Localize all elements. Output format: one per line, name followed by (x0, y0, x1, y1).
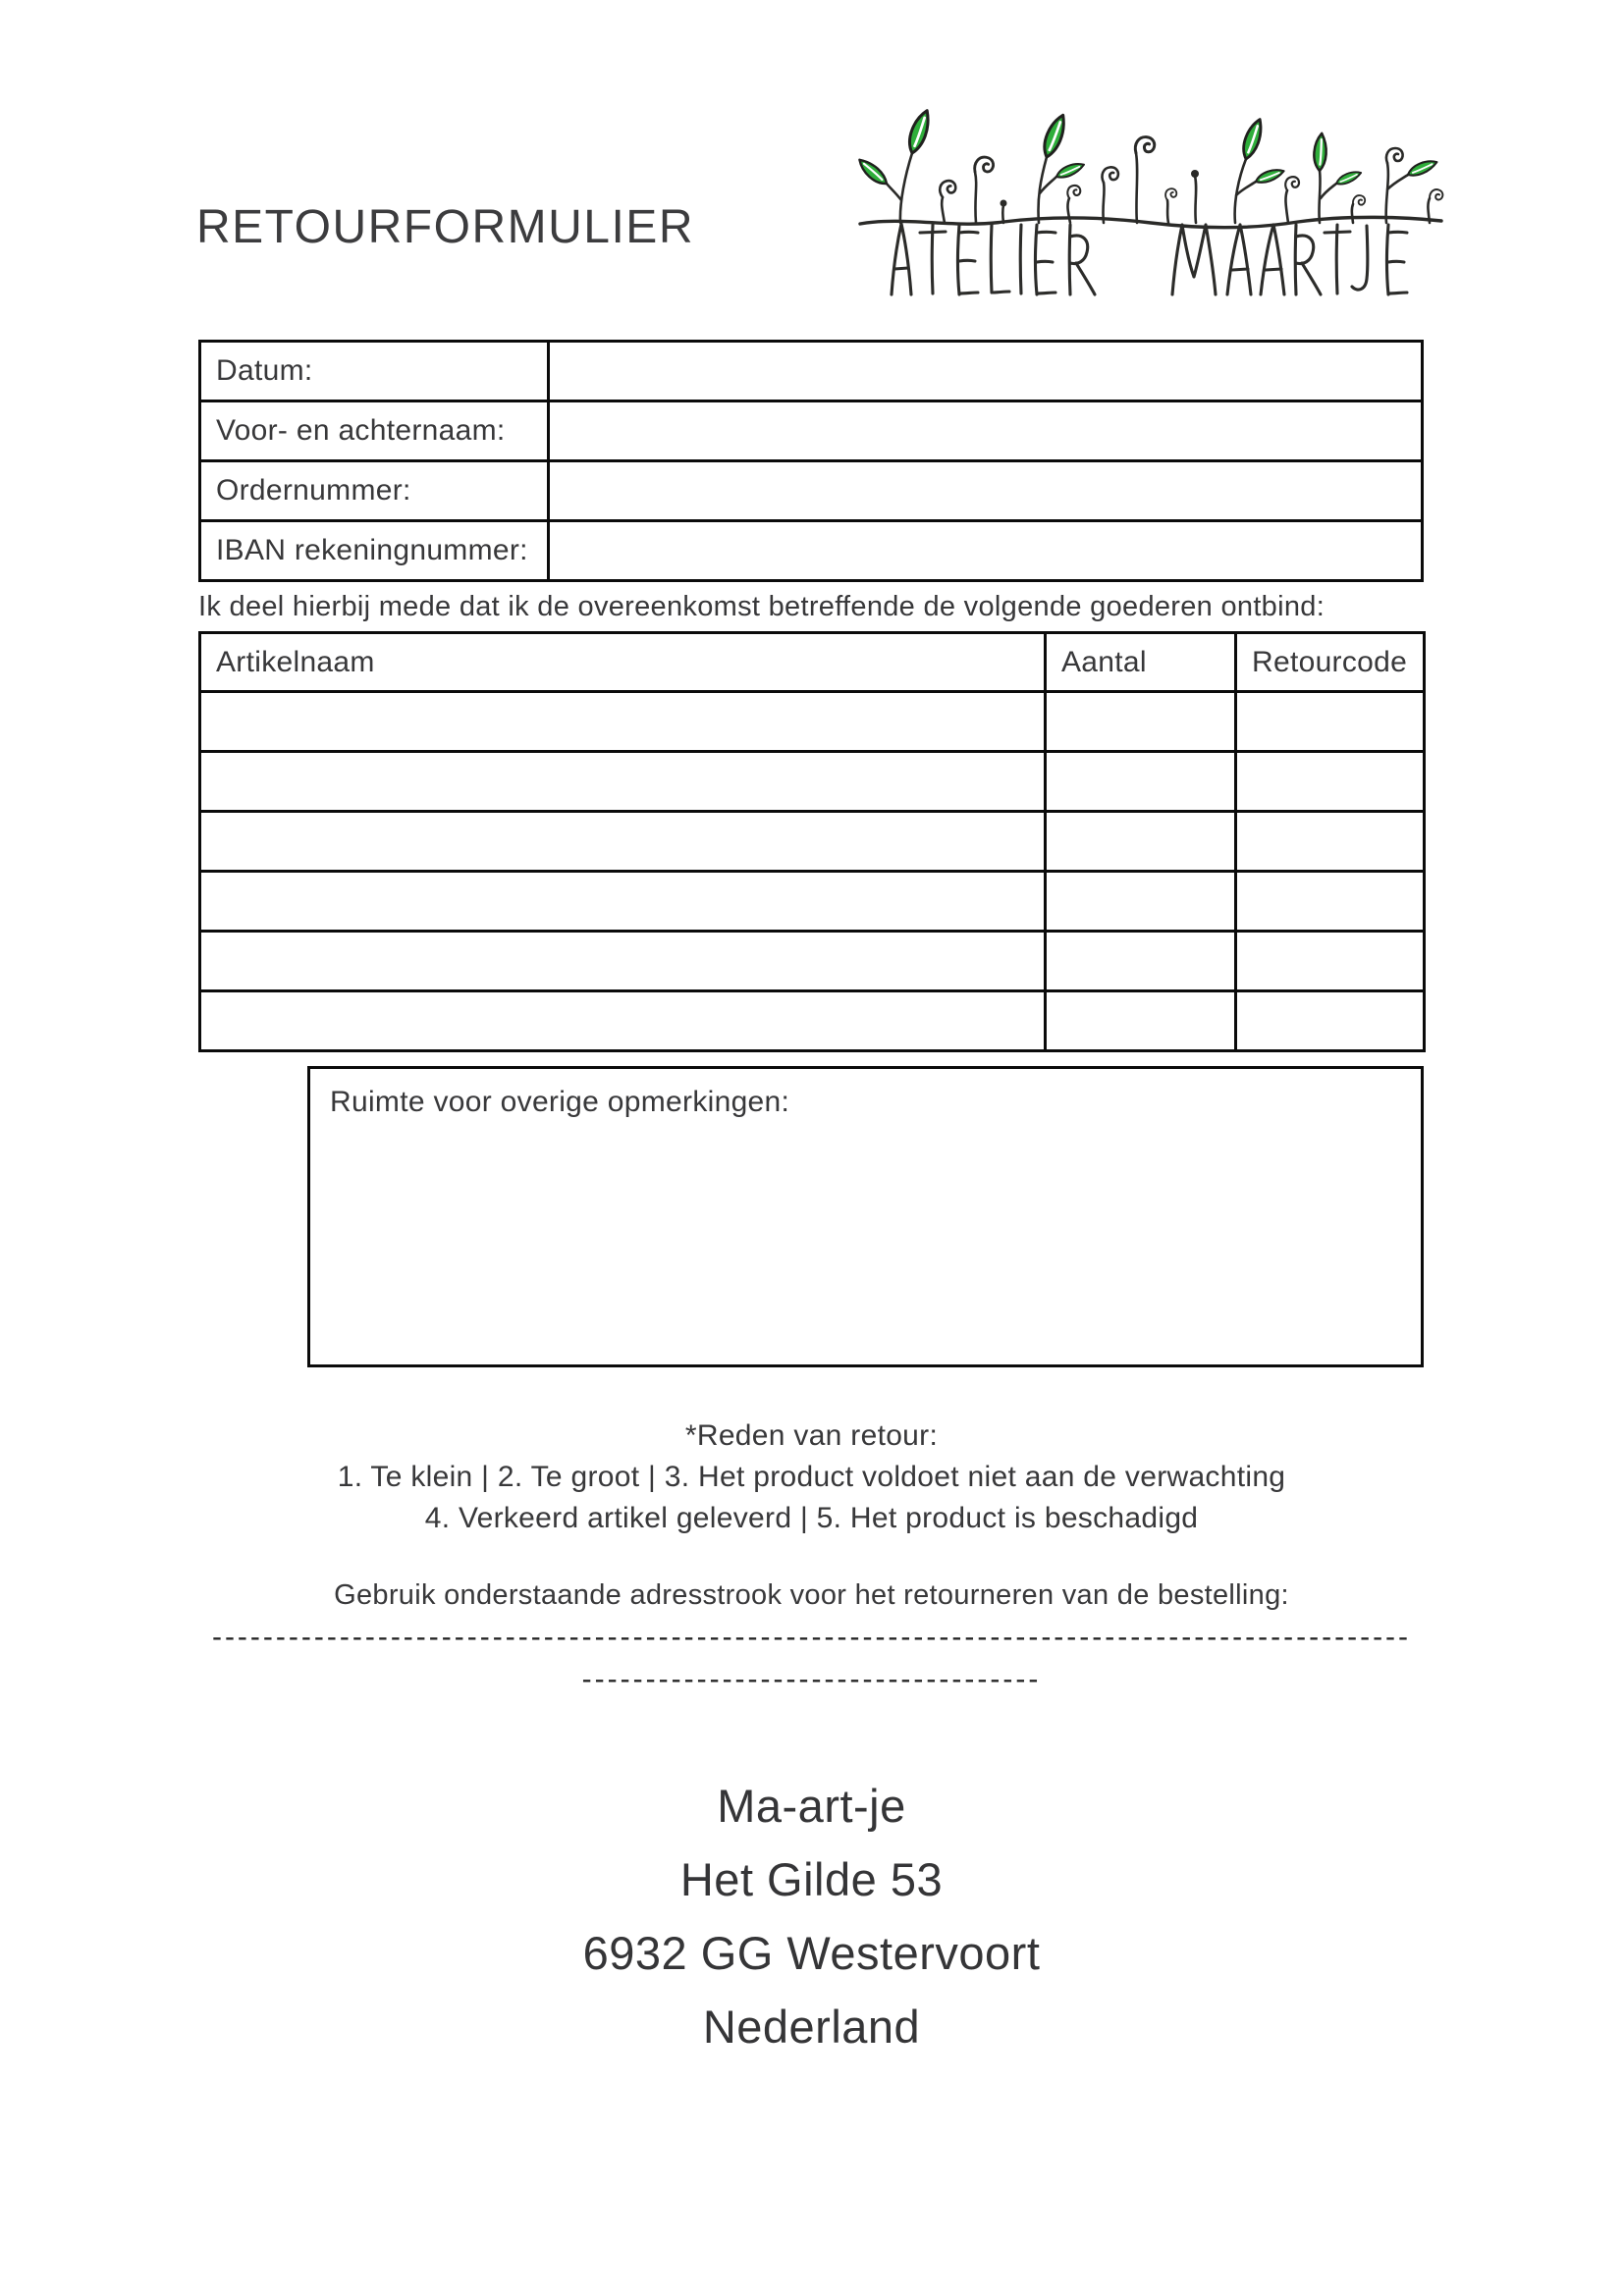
items-cell-blank (1236, 872, 1425, 932)
logo-word-atelier (892, 224, 1095, 294)
items-cell-blank (200, 932, 1046, 991)
address-postal-city: 6932 GG Westervoort (582, 1927, 1041, 1979)
items-cell-blank (200, 991, 1046, 1051)
atelier-maartje-logo (856, 94, 1445, 300)
bud-dot (1001, 200, 1007, 207)
field-label: Ordernummer: (200, 461, 549, 521)
items-table-head (200, 633, 1425, 692)
field-value-blank (549, 461, 1423, 521)
details-row (200, 401, 1423, 461)
page-title: RETOURFORMULIER (196, 201, 694, 253)
items-column-header: Aantal (1046, 633, 1236, 692)
items-empty-row (200, 812, 1425, 872)
items-cell-blank (1046, 932, 1236, 991)
items-empty-row (200, 932, 1425, 991)
details-table (198, 340, 1424, 582)
items-table (198, 631, 1426, 1052)
bud-dot (1191, 170, 1199, 178)
field-label: Datum: (200, 342, 549, 401)
items-cell-blank (1046, 812, 1236, 872)
return-reasons-title: *Reden van retour: (684, 1419, 939, 1452)
items-cell-blank (1236, 692, 1425, 752)
field-value-blank (549, 401, 1423, 461)
return-reasons-line2: 4. Verkeerd artikel geleverd | 5. Het product is beschadigd (424, 1502, 1199, 1534)
logo-word-maartje (1172, 225, 1407, 294)
items-empty-row (200, 991, 1425, 1051)
items-cell-blank (200, 752, 1046, 812)
items-empty-row (200, 752, 1425, 812)
address-strip-instruction: Gebruik onderstaande adresstrook voor het retourneren van de bestelling: (334, 1579, 1289, 1611)
items-cell-blank (1046, 872, 1236, 932)
items-cell-blank (1046, 752, 1236, 812)
remarks-label: Ruimte voor overige opmerkingen: (330, 1086, 790, 1118)
address-street: Het Gilde 53 (679, 1853, 944, 1905)
cut-line-short: ------------------------------------ (581, 1663, 1042, 1695)
details-row (200, 342, 1423, 401)
items-cell-blank (1046, 692, 1236, 752)
items-column-header: Artikelnaam (200, 633, 1046, 692)
items-cell-blank (1236, 812, 1425, 872)
remarks-box (307, 1066, 1424, 1367)
details-table-body (200, 342, 1423, 581)
logo-sprout-stems (887, 153, 1430, 223)
items-cell-blank (1236, 752, 1425, 812)
items-cell-blank (200, 812, 1046, 872)
return-reasons (0, 1415, 1623, 1539)
field-value-blank (549, 521, 1423, 581)
field-value-blank (549, 342, 1423, 401)
withdrawal-statement: Ik deel hierbij mede dat ik de overeenkomst betreffende de volgende goederen ontbind: (198, 591, 1325, 622)
items-column-header: Retourcode (1236, 633, 1425, 692)
field-label: Voor- en achternaam: (200, 401, 549, 461)
items-table-body (200, 692, 1425, 1051)
items-cell-blank (1046, 991, 1236, 1051)
return-address (0, 1769, 1623, 2063)
field-label: IBAN rekeningnummer: (200, 521, 549, 581)
items-empty-row (200, 872, 1425, 932)
items-cell-blank (1236, 991, 1425, 1051)
items-header-row (200, 633, 1425, 692)
details-row (200, 461, 1423, 521)
address-company: Ma-art-je (717, 1780, 906, 1832)
items-cell-blank (1236, 932, 1425, 991)
items-cell-blank (200, 692, 1046, 752)
return-reasons-line1: 1. Te klein | 2. Te groot | 3. Het product voldoet niet aan de verwachting (337, 1461, 1286, 1493)
address-country: Nederland (702, 2001, 921, 2053)
details-row (200, 521, 1423, 581)
items-cell-blank (200, 872, 1046, 932)
cut-line-long: ---------------------------------------------------------------------------------------------- (211, 1621, 1412, 1653)
items-empty-row (200, 692, 1425, 752)
